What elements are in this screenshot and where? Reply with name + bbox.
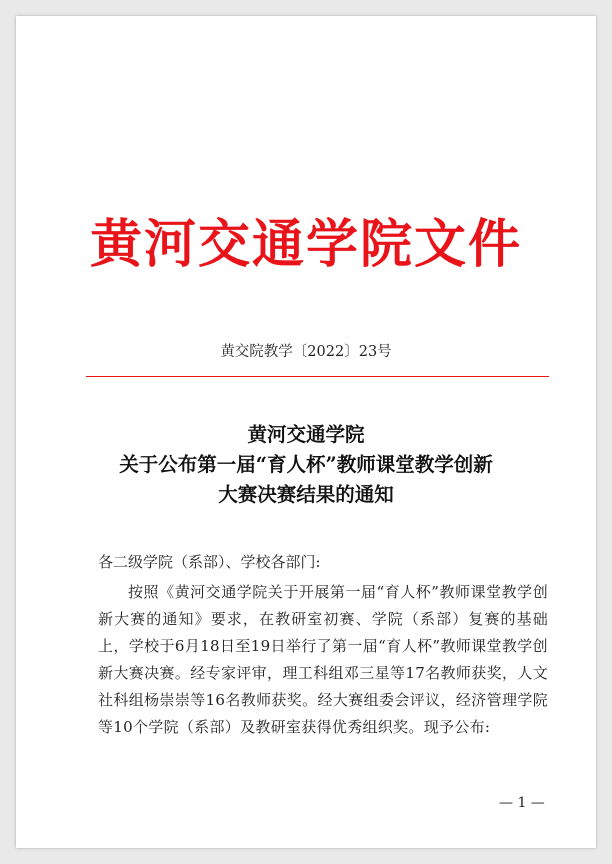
page-number: — 1 — (499, 795, 545, 811)
salutation: 各二级学院（系部）、学校各部门: (98, 553, 321, 571)
document-number: 黄交院教学〔2022〕23号 (220, 344, 392, 360)
notice-body-paragraph: 按照《黄河交通学院关于开展第一届“育人杯”教师课堂教学创新大赛的通知》要求，在教研室初赛、学院（系部）复赛的基础上，学校于6月18日至19日举行了第一届“育人杯”教师课堂教学创新大赛决赛。经专家评审，理工科组邓三星等17名教师获奖，人文社科组杨崇崇等16名教师获奖。经大赛组委会评议，经济管理学院等10个学院（系部）及教研室获得优秀组织奖。现予公布: (98, 583, 548, 737)
header-red-divider (86, 376, 549, 377)
notice-title-line-1: 黄河交通学院 (247, 423, 365, 446)
notice-title-line-2: 关于公布第一届“育人杯”教师课堂教学创新 (119, 453, 493, 476)
document-page (16, 16, 596, 848)
notice-title (16, 420, 596, 510)
document-header-title: 黄河交通学院文件 (89, 214, 522, 275)
notice-title-line-3: 大赛决赛结果的通知 (218, 483, 394, 506)
